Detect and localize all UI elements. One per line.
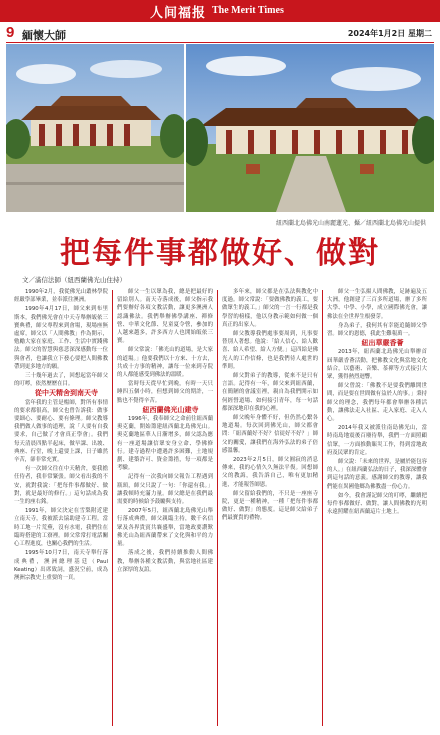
article-column-2 — [117, 288, 213, 728]
paragraph: 當年我的主管是楊師，對所有事情的要求都很高，師父也曾告訴我：做事要細心、要耐心、要有條理。師父教導我們做人做事的道理，說「人要有自我要求，自己做了才會真正學會」。我們每天清晨四點半起床，做早課、出坡、典座、行堂，晚上還要上課，日子雖然辛苦，卻非常充實。 — [14, 399, 108, 464]
paragraph: 記得有一次我向師父報告工程遇到瓶頸，師父只說了一句：「你還有我。」讓我頓時充滿力量。師父總是在我們最需要的時候給予鼓勵與支持。 — [117, 474, 213, 506]
paragraph: 1995年10月7日，南天寺舉行落成典禮，澳洲總理基廷（Paul Keating）出席致詞，盛況空前，成為澳洲宗教史上重要的一頁。 — [14, 550, 108, 581]
paragraph: 師父說：「未來的世界，是屬於能包容的人。」在紐西蘭弘法的日子，我深深體會到這句話的意義。感謝師父的教導，讓我們能在異國他鄉為佛教盡一份心力。 — [327, 459, 427, 490]
paragraph: 多年來，師父都是在弘法與教化中度過。師父常說：「要做佛教的義工，要做眾生的義工。」師父的一言一行都是我學習的榜樣，他以身教示範如何做一個真正的出家人。 — [222, 289, 318, 328]
masthead-bar — [0, 0, 440, 22]
paragraph: 1990年2月，我從佛光山叢林學院經嚴學部畢業，並奉派往澳洲。 — [14, 289, 108, 304]
byline: 文／滿信法師（紐西蘭佛光山住持） — [22, 276, 126, 284]
issue-date: 2024年1月2日 星期二 — [347, 29, 432, 38]
temple-photo-right — [186, 44, 434, 212]
top-rule — [6, 42, 434, 43]
paragraph: 師父留給我們的，不只是一座座寺院，更是一種精神，一種「把每件事都做好、做對」的態度。這是師父給弟子們最寶貴的禮物。 — [222, 490, 318, 522]
paragraph: 2007年5月，紐西蘭北島佛光山舉行落成典禮，師父親臨主持，數千名信眾及各界貴賓共襄盛舉，當地政要讚歎佛光山為紐西蘭帶來了文化與和平的力量。 — [117, 508, 213, 548]
paragraph: 2013年，紐西蘭北島佛光山舉辦首屆華嚴香薈活動，把佛教文化與當地文化結合，以藝術、音樂、茶禪等方式接引大眾，獲得熱烈迴響。 — [327, 349, 427, 381]
section-subhead: 紐西蘭佛光山建寺 — [142, 405, 199, 414]
column-name: 緬懷大師 — [22, 29, 66, 42]
temple-photo-left — [6, 44, 184, 212]
paragraph: 身為弟子，我何其有幸能追隨師父學習。師父的恩德，我此生難報萬一。 — [327, 322, 427, 338]
paragraph: 師父對弟子的教導，從來不是只有言語。記得有一年，師父來到紐西蘭，在簡陋的會議室裡，親自為我們開示如何經營道場、如何接引青年，每一句話都深深地印在我的心裡。 — [222, 373, 318, 412]
paragraph: 師父常說：「佛光山的道場，是大家的道場。」他要我們以十方來、十方去，共成十方事的精神，讓每一位來到寺院的人都能感受到佛法的溫暖。 — [117, 347, 213, 379]
column-divider — [217, 290, 218, 726]
paragraph: 2014年我又被派往南島佛光山，當時南島地震後百廢待舉，我們一方面照顧信眾，一方面推動賑災工作，得到當地政府及民眾的肯定。 — [327, 425, 427, 456]
paragraph: 師父晚年身體不好，但仍然心繫各地道場。每次回到佛光山，師父都會問：「紐西蘭好不好？信徒好不好？」師父的關愛，讓我們在海外弘法的弟子倍感溫馨。 — [222, 415, 318, 454]
column-divider — [322, 290, 323, 726]
page-number: 9 — [6, 24, 15, 41]
section-subhead: 紐出華嚴香薈 — [361, 339, 404, 348]
paragraph: 2023年2月5日，師父圓寂的消息傳來，我的心情久久無法平復。回想師父的教誨，我告訴自己，唯有更加精進，才能報答師恩。 — [222, 457, 318, 488]
paragraph: 1996年，我奉師父之命前往紐西蘭奧克蘭，開始籌建紐西蘭北島佛光山。奧克蘭地區華人日漸增多，師父認為應有一座道場讓信眾安身立命、學佛修行。建寺過程中遭遇許多困難，土地規劃、建築許可、資金籌措，每一項都是考驗。 — [117, 416, 213, 472]
paragraph: 師父一生弘揚人間佛教，足跡遍及五大洲，他創建了三百多所道場，辦了多所大學、中學、小學，成立國際佛光會，讓佛法在全世界生根發芽。 — [327, 289, 427, 320]
headline: 把每件事都做好、做對 — [60, 236, 380, 271]
newspaper-logo-en: The Merit Times — [212, 5, 284, 16]
article-column-4 — [327, 288, 427, 728]
paragraph: 落成之後，我們持續推動人間佛教，舉辦各種文教活動，與當地社區建立深厚的友誼。 — [117, 550, 213, 573]
paragraph: 有一次師父往在中天精舍，要我擔任侍者，我非常緊張。師父看出我的不安，就對我說：「把每件事都做好、做對，就是最好的修行。」這句話成為我一生的座右銘。 — [14, 466, 108, 506]
paragraph: 師父曾說：「佛教不是要我們離開世間，而是要在世間做有益於人的事。」秉持師父的理念，我們每年都會舉辦各種活動，讓佛法走入社區、走入家庭、走入人心。 — [327, 383, 427, 423]
paragraph: 1991年，師父決定在雪梨附近建立南天寺，我被派去協助建寺工程。當時工地一片荒蕪，沒有水電，我們住在臨時搭建的工寮裡。師父常常打電話關心工程進度，也關心我們的生活。 — [14, 508, 108, 548]
paragraph: 當時每天從早忙到晚，有時一天只睡四五個小時，但想到師父的期許，一點也不覺得辛苦。 — [117, 381, 213, 404]
article-column-3 — [222, 288, 318, 728]
section-subhead: 從中天精舍到南天寺 — [35, 389, 98, 398]
column-divider — [112, 290, 113, 726]
paragraph: 1990年4月17日，師父來到布里斯本，我們佛光會在中天寺舉辦皈依三寶典禮，師父專程來到會場，現場座無虛席，師父以「人間佛教」作為開示，勉勵大家在家庭、工作、生活中實踐佛法。師父的智慧與慈悲深深感動每一位與會者，也讓我立下發心要把人間佛教帶到更多地方的願。 — [14, 306, 108, 370]
paragraph: 師父一生以眾為我，總是把最好的留給別人。南天寺落成後，師父指示我們要辦好各項文教活動，讓更多澳洲人認識佛法。我們舉辦佛學講座、禪修營、中華文化節、兒童夏令營，參加的人越來越多，許多西方人也開始皈依三寶。 — [117, 289, 213, 345]
photo-caption: 紐西蘭北島佛光山南麗蓮光、攝／紐西蘭北島佛光山提供 — [275, 220, 426, 227]
paragraph: 三十幾年過去了，回想起當年師父的叮嚀，依然歷歷在目。 — [14, 373, 108, 388]
paragraph: 師父教導我們處事要周到，凡事要替別人著想。他說：「給人信心、給人歡喜、給人希望、給人方便。」這四給是佛光人的工作信條，也是我們待人處世的準則。 — [222, 331, 318, 370]
article-column-1 — [14, 288, 108, 728]
newspaper-logo: 人间福报 — [150, 6, 207, 21]
paragraph: 如今，我會謹記師父的叮嚀，繼續把每件事都做好、做對，讓人間佛教的光明永遠照耀在紐西蘭這片土地上。 — [327, 492, 427, 516]
